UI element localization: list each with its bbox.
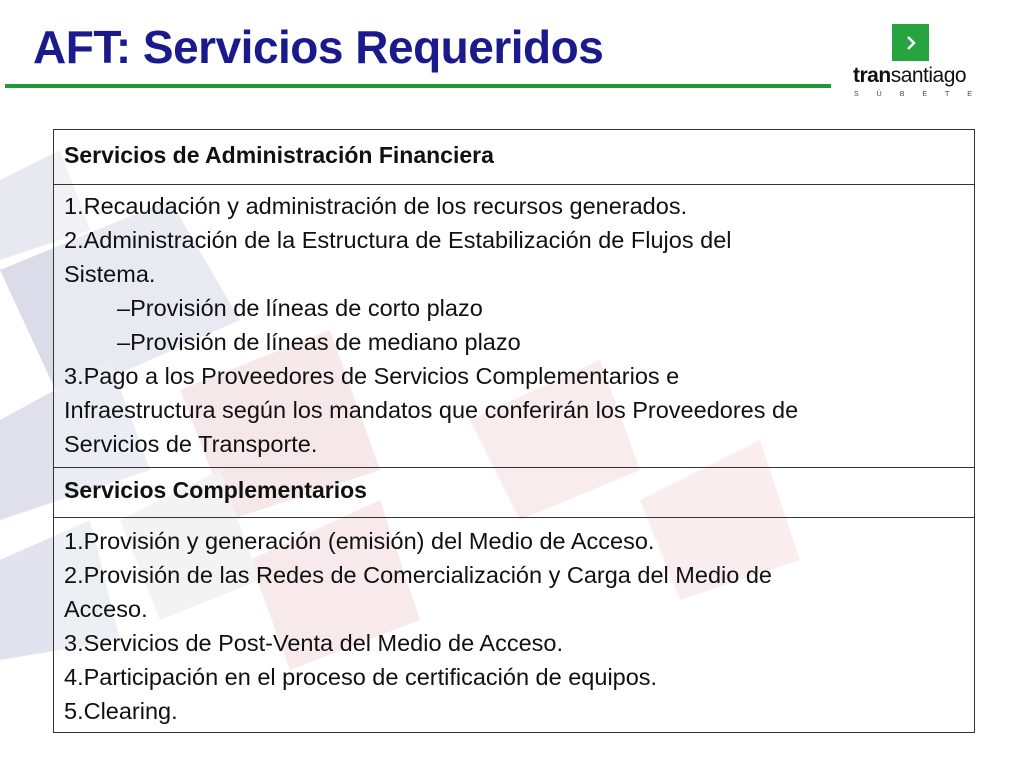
sub-list-item: –Provisión de líneas de mediano plazo bbox=[117, 329, 521, 355]
title-underline bbox=[5, 84, 831, 88]
list-item-continuation: Infraestructura según los mandatos que conferirán los Proveedores de bbox=[64, 397, 799, 423]
logo-wordmark bbox=[853, 64, 966, 88]
section-header-text: Servicios de Administración Financiera bbox=[64, 142, 494, 168]
sub-list-item: –Provisión de líneas de corto plazo bbox=[117, 295, 483, 321]
list-item: 4.Participación en el proceso de certificación de equipos. bbox=[64, 664, 658, 690]
section-body-financial bbox=[54, 185, 974, 468]
logo-tagline bbox=[854, 91, 972, 98]
section-header-financial bbox=[54, 130, 974, 185]
section-body-complementary bbox=[54, 518, 974, 732]
tagline-letter: T bbox=[945, 91, 950, 98]
section-header-complementary bbox=[54, 468, 974, 518]
chevron-right-icon bbox=[903, 35, 919, 51]
list-item: 2.Administración de la Estructura de Estabilización de Flujos del bbox=[64, 227, 732, 253]
list-item-continuation: Servicios de Transporte. bbox=[64, 431, 318, 457]
services-table bbox=[53, 129, 975, 733]
section-header-text: Servicios Complementarios bbox=[64, 477, 367, 503]
logo-name-bold: tran bbox=[853, 64, 891, 87]
list-item-continuation: Acceso. bbox=[64, 596, 148, 622]
transantiago-logo bbox=[850, 22, 975, 102]
logo-green-box bbox=[892, 24, 929, 61]
tagline-letter: E bbox=[967, 91, 972, 98]
list-item: 3.Servicios de Post-Venta del Medio de Acceso. bbox=[64, 630, 564, 656]
slide-title: AFT: Servicios Requeridos bbox=[33, 21, 604, 73]
list-item: 2.Provisión de las Redes de Comercialización y Carga del Medio de bbox=[64, 562, 772, 588]
list-item: 5.Clearing. bbox=[64, 698, 178, 724]
tagline-letter: S bbox=[854, 91, 859, 98]
tagline-letter: Ú bbox=[876, 91, 882, 98]
logo-name-rest: santiago bbox=[890, 64, 967, 87]
list-item: 1.Recaudación y administración de los recursos generados. bbox=[64, 193, 688, 219]
list-item-continuation: Sistema. bbox=[64, 261, 156, 287]
list-item: 1.Provisión y generación (emisión) del Medio de Acceso. bbox=[64, 528, 655, 554]
list-item: 3.Pago a los Proveedores de Servicios Complementarios e bbox=[64, 363, 680, 389]
tagline-letter: B bbox=[899, 91, 905, 98]
tagline-letter: E bbox=[922, 91, 928, 98]
